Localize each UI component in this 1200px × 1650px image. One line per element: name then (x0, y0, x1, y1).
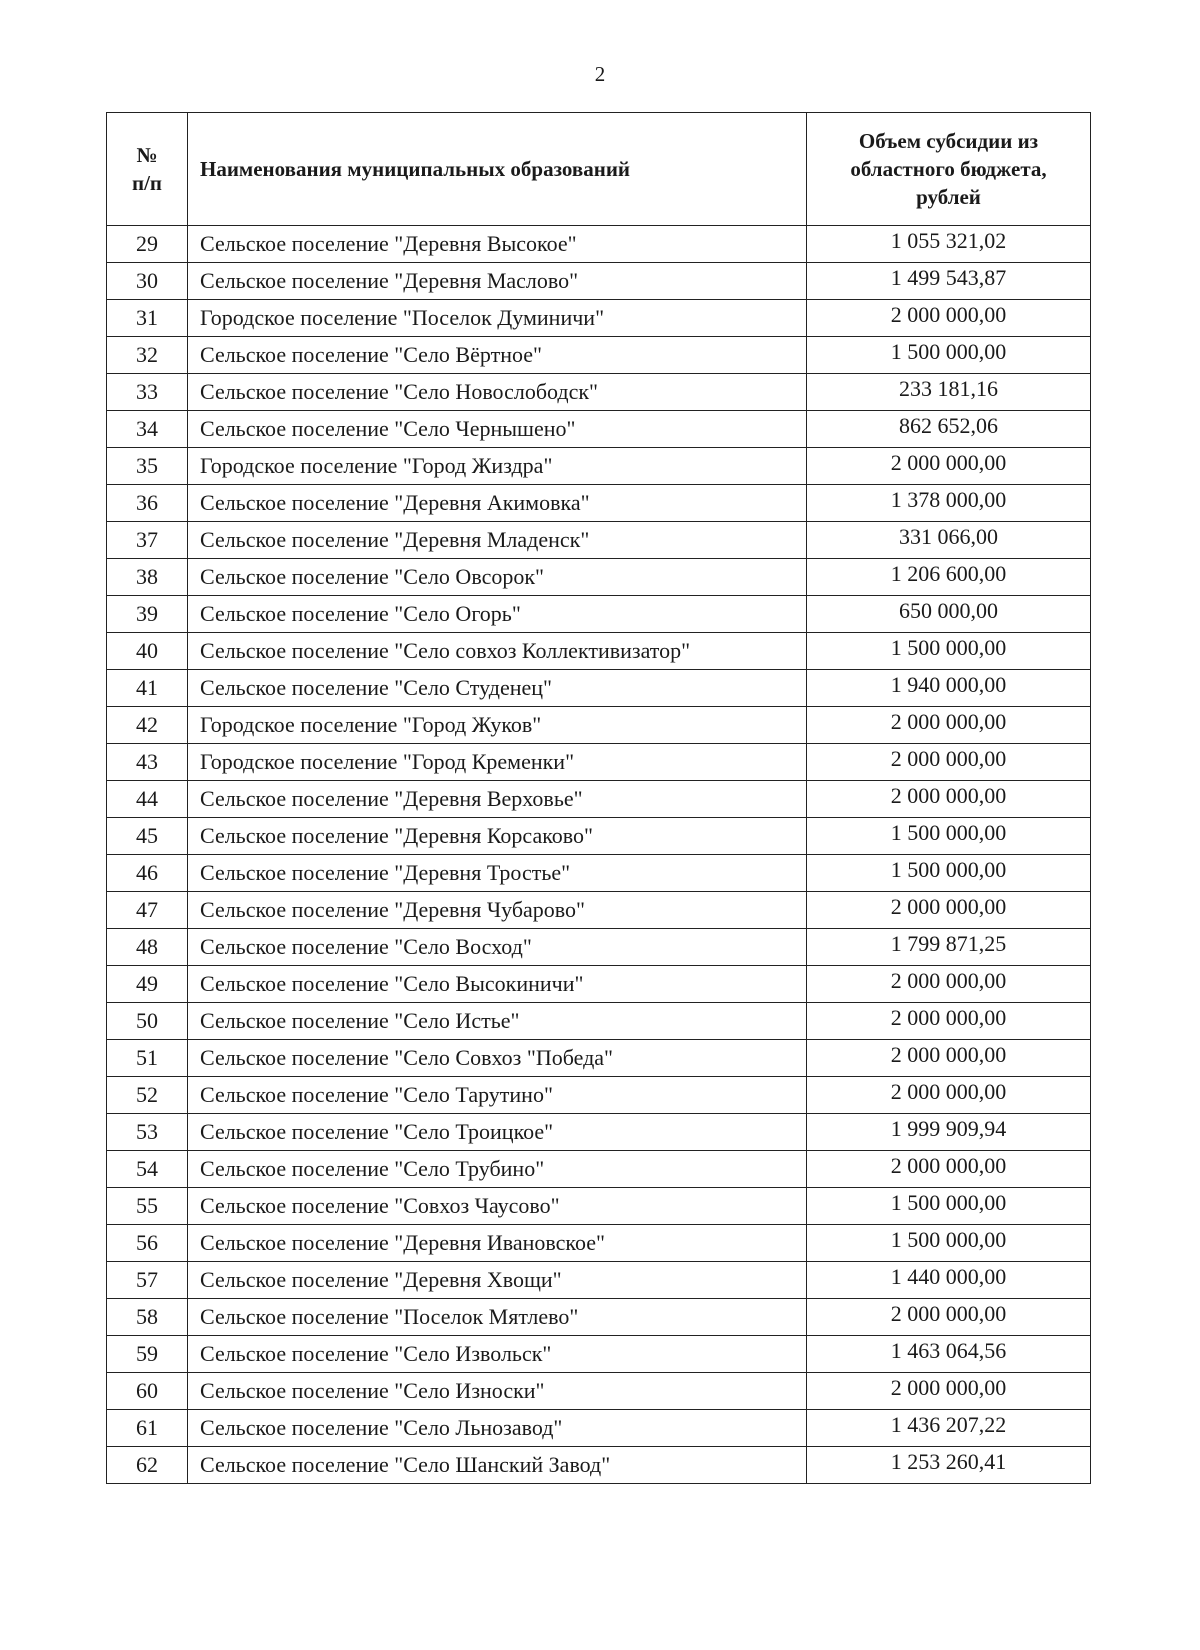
subsidy-amount: 862 652,06 (807, 411, 1091, 448)
table-row (107, 633, 1091, 670)
table-row (107, 448, 1091, 485)
municipality-name: Сельское поселение "Поселок Мятлево" (188, 1299, 807, 1336)
subsidy-amount: 1 500 000,00 (807, 633, 1091, 670)
municipality-name: Сельское поселение "Село Студенец" (188, 670, 807, 707)
table-row (107, 1225, 1091, 1262)
subsidy-amount: 2 000 000,00 (807, 744, 1091, 781)
subsidy-amount: 1 799 871,25 (807, 929, 1091, 966)
header-amount-line3: рублей (916, 185, 981, 209)
municipality-name: Сельское поселение "Деревня Младенск" (188, 522, 807, 559)
subsidy-amount: 233 181,16 (807, 374, 1091, 411)
row-number: 41 (107, 670, 188, 707)
subsidy-amount: 1 499 543,87 (807, 263, 1091, 300)
table-row (107, 226, 1091, 263)
municipality-name: Сельское поселение "Совхоз Чаусово" (188, 1188, 807, 1225)
table-row (107, 1410, 1091, 1447)
municipality-name: Городское поселение "Город Жуков" (188, 707, 807, 744)
table-row (107, 781, 1091, 818)
subsidy-amount: 1 206 600,00 (807, 559, 1091, 596)
municipality-name: Сельское поселение "Село Шанский Завод" (188, 1447, 807, 1484)
municipality-name: Городское поселение "Город Кременки" (188, 744, 807, 781)
municipality-name: Сельское поселение "Деревня Чубарово" (188, 892, 807, 929)
municipality-name: Сельское поселение "Село Овсорок" (188, 559, 807, 596)
subsidy-amount: 2 000 000,00 (807, 300, 1091, 337)
row-number: 35 (107, 448, 188, 485)
subsidy-amount: 2 000 000,00 (807, 966, 1091, 1003)
municipality-name: Сельское поселение "Село Высокиничи" (188, 966, 807, 1003)
subsidy-amount: 2 000 000,00 (807, 448, 1091, 485)
table-row (107, 1447, 1091, 1484)
table-row (107, 744, 1091, 781)
row-number: 45 (107, 818, 188, 855)
row-number: 51 (107, 1040, 188, 1077)
table-row (107, 522, 1091, 559)
row-number: 47 (107, 892, 188, 929)
row-number: 59 (107, 1336, 188, 1373)
table-row (107, 1188, 1091, 1225)
subsidy-amount: 1 999 909,94 (807, 1114, 1091, 1151)
municipality-name: Сельское поселение "Село Чернышено" (188, 411, 807, 448)
table-row (107, 855, 1091, 892)
table-row (107, 707, 1091, 744)
row-number: 31 (107, 300, 188, 337)
subsidy-amount: 1 378 000,00 (807, 485, 1091, 522)
municipality-name: Сельское поселение "Село Восход" (188, 929, 807, 966)
row-number: 58 (107, 1299, 188, 1336)
table-row (107, 411, 1091, 448)
row-number: 56 (107, 1225, 188, 1262)
subsidy-amount: 1 500 000,00 (807, 1188, 1091, 1225)
row-number: 29 (107, 226, 188, 263)
municipality-name: Сельское поселение "Село Тарутино" (188, 1077, 807, 1114)
municipality-name: Сельское поселение "Село Новослободск" (188, 374, 807, 411)
table-row (107, 1373, 1091, 1410)
row-number: 40 (107, 633, 188, 670)
municipality-name: Сельское поселение "Село Льнозавод" (188, 1410, 807, 1447)
row-number: 33 (107, 374, 188, 411)
table-row (107, 1336, 1091, 1373)
table-row (107, 1299, 1091, 1336)
header-amount-line1: Объем субсидии из (858, 129, 1039, 153)
municipality-name: Сельское поселение "Деревня Маслово" (188, 263, 807, 300)
subsidy-amount: 2 000 000,00 (807, 1003, 1091, 1040)
municipality-name: Сельское поселение "Деревня Хвощи" (188, 1262, 807, 1299)
row-number: 54 (107, 1151, 188, 1188)
header-number-label: п/п (131, 171, 163, 195)
row-number: 57 (107, 1262, 188, 1299)
subsidy-amount: 1 500 000,00 (807, 818, 1091, 855)
subsidy-amount: 2 000 000,00 (807, 1151, 1091, 1188)
table-header-row (107, 113, 1091, 226)
row-number: 52 (107, 1077, 188, 1114)
row-number: 50 (107, 1003, 188, 1040)
row-number: 36 (107, 485, 188, 522)
row-number: 37 (107, 522, 188, 559)
municipality-name: Сельское поселение "Деревня Корсаково" (188, 818, 807, 855)
subsidy-amount: 2 000 000,00 (807, 1040, 1091, 1077)
municipality-name: Городское поселение "Поселок Думиничи" (188, 300, 807, 337)
subsidy-amount: 650 000,00 (807, 596, 1091, 633)
table-row (107, 300, 1091, 337)
row-number: 38 (107, 559, 188, 596)
table-row (107, 596, 1091, 633)
row-number: 39 (107, 596, 188, 633)
municipality-name: Сельское поселение "Деревня Высокое" (188, 226, 807, 263)
subsidy-amount: 1 940 000,00 (807, 670, 1091, 707)
subsidy-amount: 2 000 000,00 (807, 1299, 1091, 1336)
municipality-name: Сельское поселение "Село Трубино" (188, 1151, 807, 1188)
municipality-name: Сельское поселение "Село Совхоз "Победа" (188, 1040, 807, 1077)
table-row (107, 1151, 1091, 1188)
row-number: 44 (107, 781, 188, 818)
subsidy-amount: 2 000 000,00 (807, 781, 1091, 818)
row-number: 48 (107, 929, 188, 966)
row-number: 61 (107, 1410, 188, 1447)
municipality-name: Сельское поселение "Село Извольск" (188, 1336, 807, 1373)
municipality-name: Сельское поселение "Село Троицкое" (188, 1114, 807, 1151)
municipality-name: Сельское поселение "Село Истье" (188, 1003, 807, 1040)
page-number: 2 (594, 62, 606, 86)
subsidy-amount: 1 436 207,22 (807, 1410, 1091, 1447)
table-row (107, 1040, 1091, 1077)
row-number: 49 (107, 966, 188, 1003)
table-row (107, 892, 1091, 929)
row-number: 30 (107, 263, 188, 300)
table-row (107, 818, 1091, 855)
table-row (107, 966, 1091, 1003)
subsidy-amount: 1 463 064,56 (807, 1336, 1091, 1373)
municipality-name: Сельское поселение "Село совхоз Коллективизатор" (188, 633, 807, 670)
table-row (107, 337, 1091, 374)
subsidy-amount: 1 440 000,00 (807, 1262, 1091, 1299)
table-row (107, 1077, 1091, 1114)
header-amount (807, 113, 1091, 226)
table-body (107, 226, 1091, 1484)
subsidy-amount: 1 500 000,00 (807, 1225, 1091, 1262)
table-row (107, 670, 1091, 707)
row-number: 53 (107, 1114, 188, 1151)
row-number: 43 (107, 744, 188, 781)
subsidy-amount: 2 000 000,00 (807, 892, 1091, 929)
table-row (107, 929, 1091, 966)
subsidy-amount: 1 253 260,41 (807, 1447, 1091, 1484)
table-row (107, 263, 1091, 300)
municipality-name: Сельское поселение "Деревня Верховье" (188, 781, 807, 818)
row-number: 34 (107, 411, 188, 448)
row-number: 46 (107, 855, 188, 892)
table-row (107, 1114, 1091, 1151)
table-row (107, 374, 1091, 411)
row-number: 62 (107, 1447, 188, 1484)
table-row (107, 559, 1091, 596)
header-amount-line2: областного бюджета, (850, 157, 1047, 181)
row-number: 60 (107, 1373, 188, 1410)
subsidy-amount: 2 000 000,00 (807, 1077, 1091, 1114)
subsidy-amount: 1 500 000,00 (807, 337, 1091, 374)
municipality-name: Сельское поселение "Село Вёртное" (188, 337, 807, 374)
subsidy-amount: 331 066,00 (807, 522, 1091, 559)
table-row (107, 1262, 1091, 1299)
municipality-name: Сельское поселение "Деревня Акимовка" (188, 485, 807, 522)
subsidy-amount: 1 500 000,00 (807, 855, 1091, 892)
header-name: Наименования муниципальных образований (188, 113, 807, 226)
subsidy-amount: 1 055 321,02 (807, 226, 1091, 263)
row-number: 55 (107, 1188, 188, 1225)
subsidy-amount: 2 000 000,00 (807, 707, 1091, 744)
municipality-name: Сельское поселение "Деревня Тростье" (188, 855, 807, 892)
table-row (107, 485, 1091, 522)
subsidy-table (106, 112, 1091, 1484)
municipality-name: Сельское поселение "Село Износки" (188, 1373, 807, 1410)
row-number: 32 (107, 337, 188, 374)
table-row (107, 1003, 1091, 1040)
header-number (107, 113, 188, 226)
row-number: 42 (107, 707, 188, 744)
subsidy-amount: 2 000 000,00 (807, 1373, 1091, 1410)
municipality-name: Сельское поселение "Деревня Ивановское" (188, 1225, 807, 1262)
header-number-symbol: № (136, 143, 158, 167)
municipality-name: Сельское поселение "Село Огорь" (188, 596, 807, 633)
municipality-name: Городское поселение "Город Жиздра" (188, 448, 807, 485)
